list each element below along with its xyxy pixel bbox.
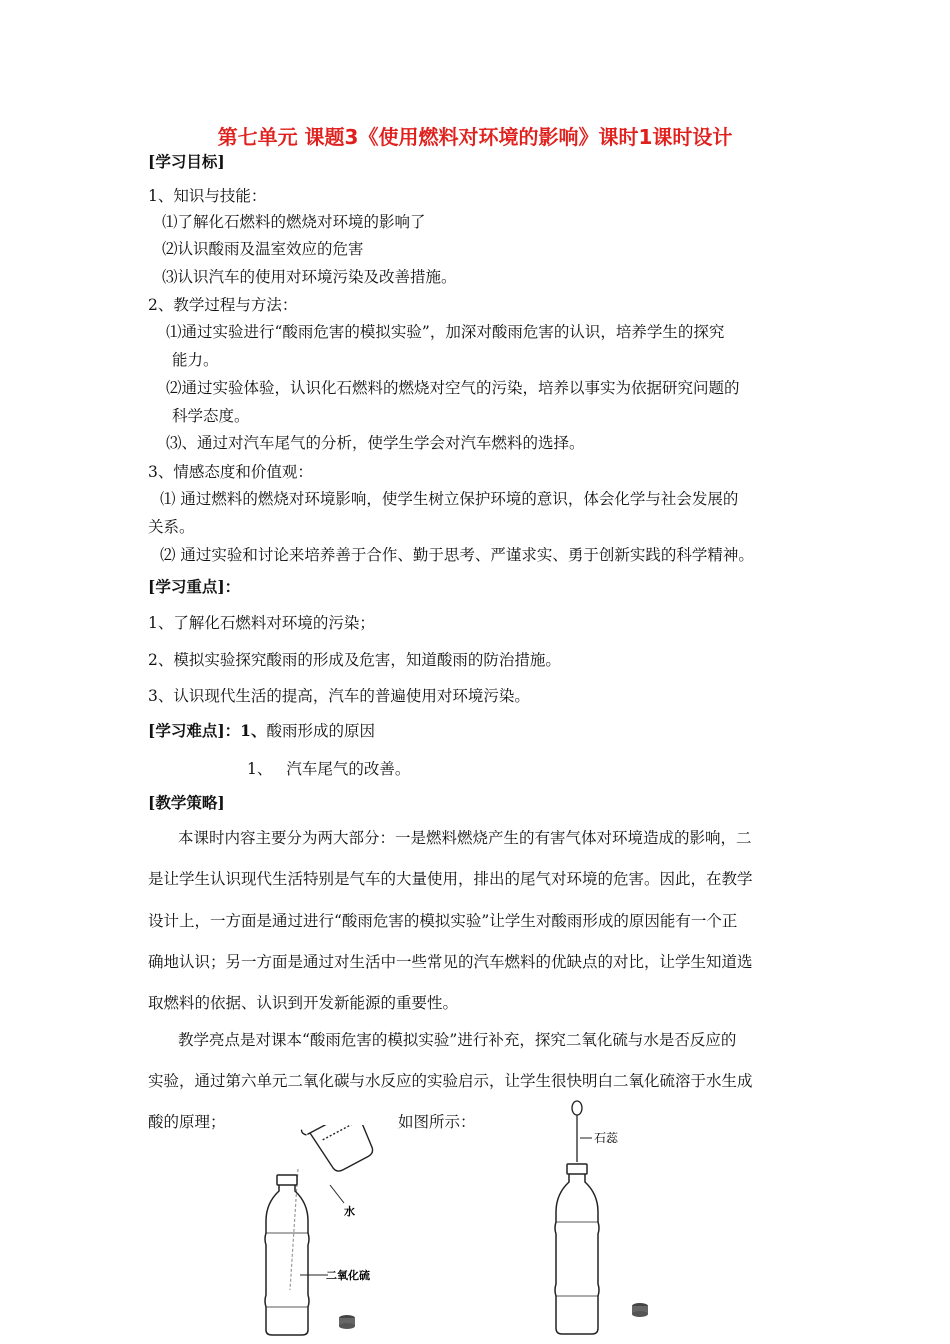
- key-point-2: 2、模拟实验探究酸雨的形成及危害，知道酸雨的防治措施。: [148, 651, 561, 669]
- water-label: 水: [344, 1205, 355, 1218]
- attitude-heading: 3、情感态度和价值观：: [148, 463, 313, 481]
- difficulty-2-row: [247, 759, 410, 779]
- so2-label: 二氧化硫: [326, 1269, 370, 1282]
- skills-heading: 1、知识与技能：: [148, 187, 267, 205]
- attitude-item-1a: ⑴ 通过燃料的燃烧对环境影响，使学生树立保护环境的意识，体会化学与社会发展的: [160, 490, 739, 508]
- bottle-icon: [265, 1175, 309, 1335]
- attitude-item-1b: 关系。: [148, 518, 195, 536]
- dropper-icon: [572, 1101, 582, 1162]
- difficulty-1: 酸雨形成的原因: [266, 722, 375, 740]
- bottle-cap-icon: [632, 1303, 648, 1317]
- key-point-3: 3、认识现代生活的提高，汽车的普遍使用对环境污染。: [148, 687, 530, 705]
- strategy-p1-line-5: 取燃料的依据、认识到开发新能源的重要性。: [148, 994, 459, 1012]
- strategy-p1-line-2: 是让学生认识现代生活特别是气车的大量使用，排出的尾气对环境的危害。因此，在教学: [148, 870, 753, 888]
- strategy-p2-line-1: 教学亮点是对课本“酸雨危害的模拟实验”进行补充，探究二氧化硫与水是否反应的: [178, 1031, 737, 1049]
- difficulty-2: 汽车尾气的改善。: [286, 760, 411, 778]
- strategy-p1-line-3: 设计上，一方面是通过进行“酸雨危害的模拟实验”让学生对酸雨形成的原因能有一个正: [148, 912, 738, 930]
- figure-caption: 如图所示：: [398, 1113, 476, 1131]
- difficulties-heading: [学习难点]：1、: [148, 721, 267, 740]
- strategy-p2-line-3: 酸的原理；: [148, 1113, 226, 1131]
- bottle-icon: [555, 1164, 599, 1334]
- attitude-item-2: ⑵ 通过实验和讨论来培养善于合作、勤于思考、严谨求实、勇于创新实践的科学精神。: [160, 546, 754, 564]
- key-points-heading: [学习重点]：: [148, 577, 241, 596]
- strategy-p1-line-1: 本课时内容主要分为两大部分：一是燃料燃烧产生的有害气体对环境造成的影响，二: [178, 829, 752, 847]
- strategy-heading: [教学策略]: [148, 793, 225, 812]
- objectives-heading: [学习目标]: [148, 152, 225, 171]
- process-item-1a: ⑴通过实验进行“酸雨危害的模拟实验”，加深对酸雨危害的认识，培养学生的探究: [166, 323, 725, 341]
- key-point-1: 1、了解化石燃料对环境的污染；: [148, 614, 375, 632]
- process-heading: 2、教学过程与方法：: [148, 296, 298, 314]
- process-item-1b: 能力。: [172, 351, 219, 369]
- page-title: 第七单元 课题3《使用燃料对环境的影响》课时1课时设计: [217, 125, 733, 149]
- strategy-p1-line-4: 确地认识；另一方面是通过对生活中一些常见的汽车燃料的优缺点的对比，让学生知道选: [148, 953, 753, 971]
- difficulties-row: [148, 721, 375, 741]
- bottle-cap-icon: [339, 1315, 355, 1329]
- skills-item-2: ⑵认识酸雨及温室效应的危害: [162, 240, 364, 258]
- figure-so2-water: [240, 1125, 470, 1340]
- skills-item-1: ⑴了解化石燃料的燃烧对环境的影响了: [162, 213, 426, 231]
- process-item-2b: 科学态度。: [172, 407, 250, 425]
- process-item-3: ⑶、通过对汽车尾气的分析，使学生学会对汽车燃料的选择。: [166, 434, 585, 452]
- process-item-2a: ⑵通过实验体验，认识化石燃料的燃烧对空气的污染，培养以事实为依据研究问题的: [166, 379, 740, 397]
- strategy-p2-line-2: 实验，通过第六单元二氧化碳与水反应的实验启示，让学生很快明白二氧化硫溶于水生成: [148, 1072, 753, 1090]
- difficulty-2-num: 1、: [247, 760, 273, 778]
- figure-litmus: [530, 1092, 680, 1342]
- skills-item-3: ⑶认识汽车的使用对环境污染及改善措施。: [162, 268, 457, 286]
- beaker-icon: [301, 1125, 381, 1179]
- litmus-label: 石蕊: [594, 1131, 619, 1145]
